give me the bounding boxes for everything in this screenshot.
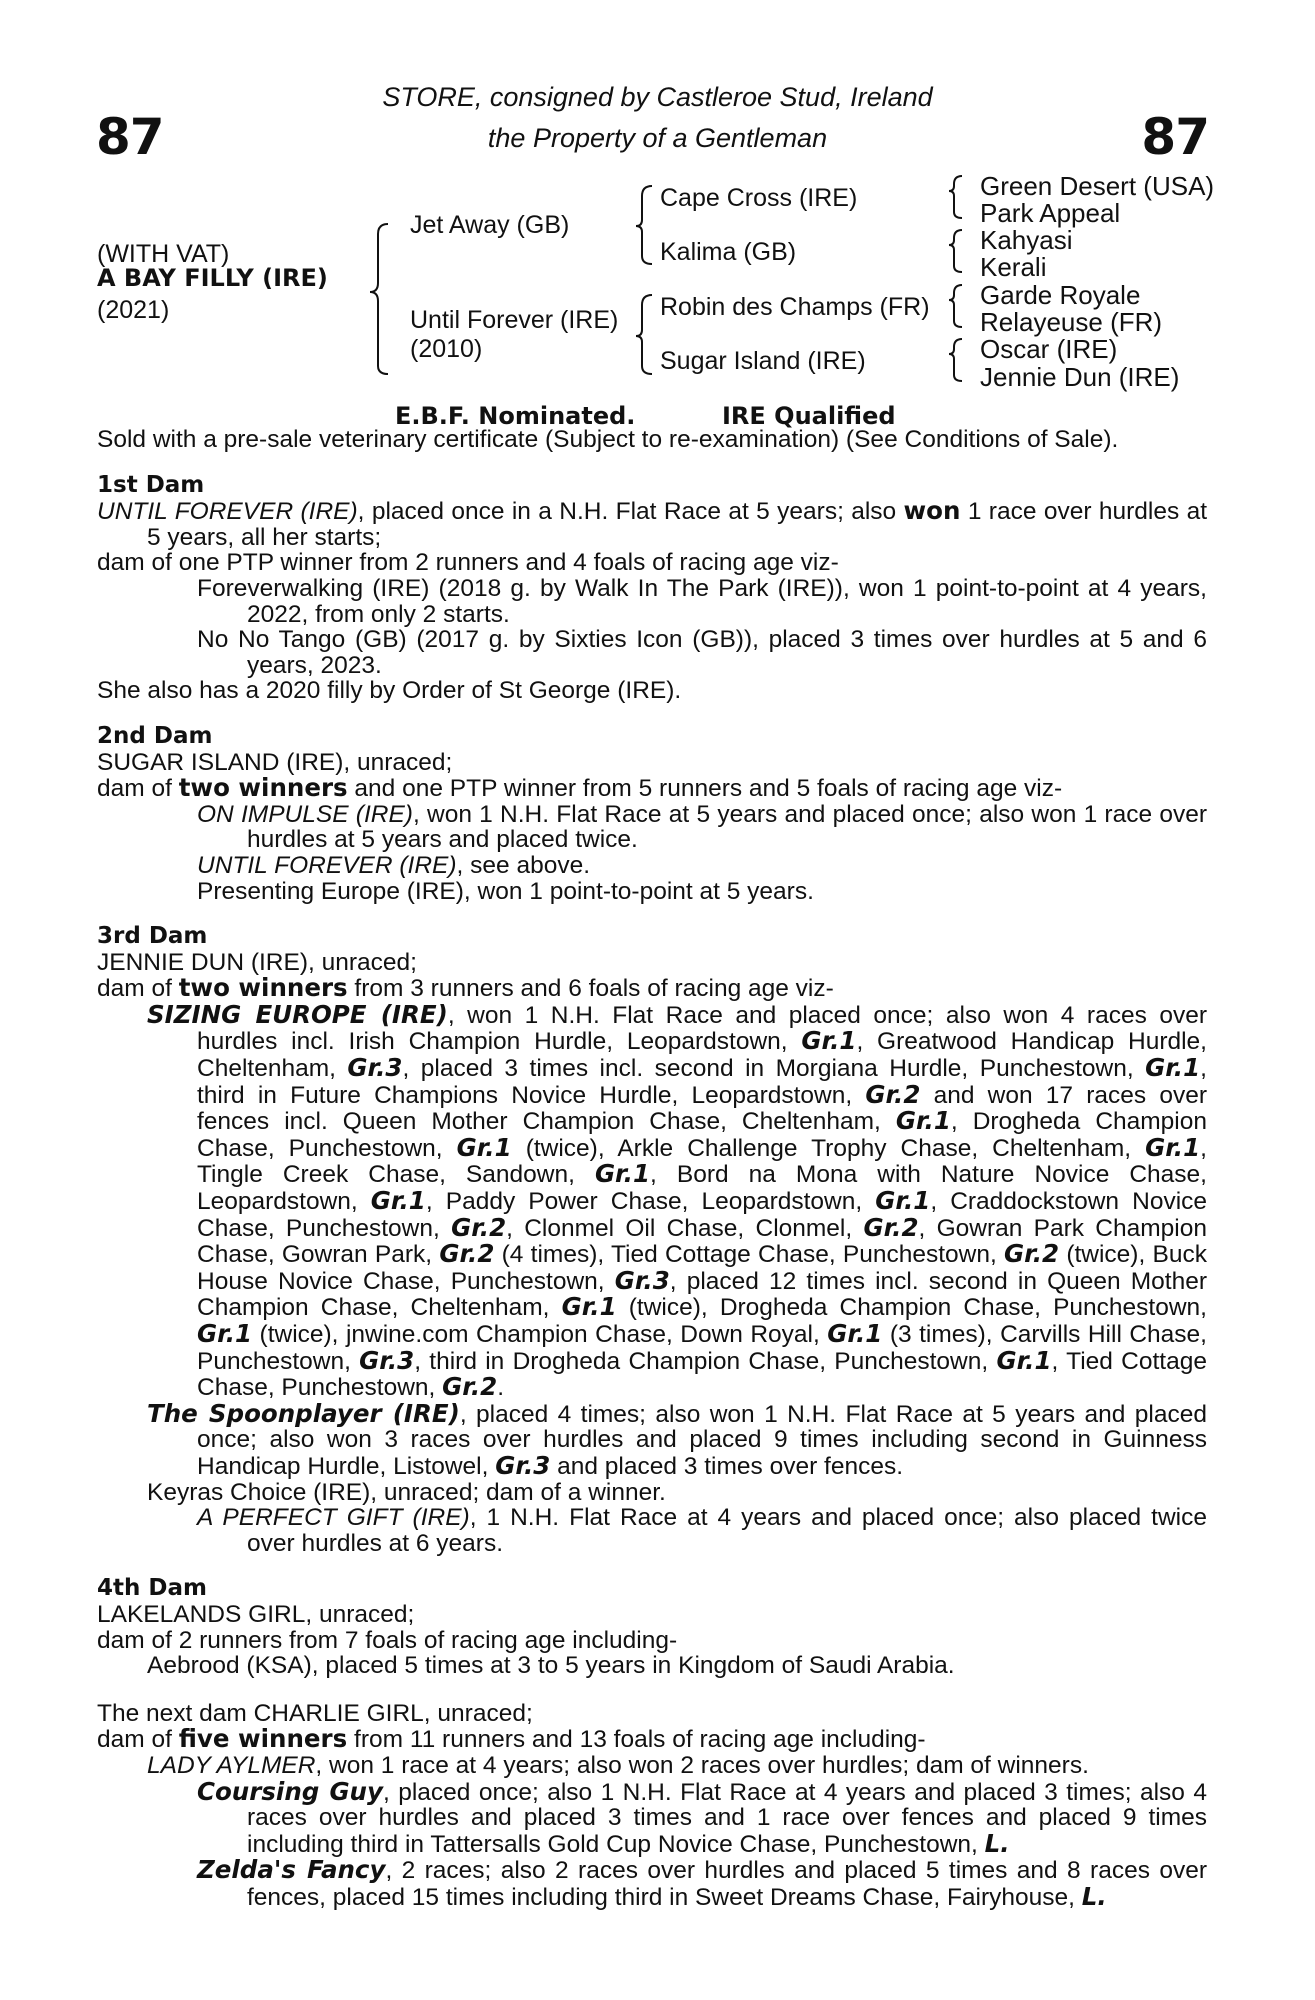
granddam-paternal: Kalima (GB) — [660, 238, 797, 266]
dam1-foal-2: No No Tango (GB) (2017 g. by Sixties Icon (GB)), placed 3 times over hurdles at 5 and 6 years, 2023. — [197, 626, 1207, 679]
dam2-foal-2: UNTIL FOREVER (IRE), see above. — [197, 851, 591, 879]
dam3-produce: dam of two winners from 3 runners and 6 foals of racing age viz- — [97, 973, 834, 1003]
vat-label: (WITH VAT) — [97, 240, 230, 268]
ebf-nominated: E.B.F. Nominated. — [395, 402, 636, 430]
ancestor-3: Kahyasi — [980, 225, 1073, 255]
spoonplayer-record: The Spoonplayer (IRE), placed 4 times; also won 1 N.H. Flat Race at 5 years and placed once; also won 3 races over hurdles and placed 9 times including second in Guinness Handicap Hurdle, Listowel, Gr.3 and placed 3 times over fences. — [147, 1398, 1207, 1480]
ancestor-6: Relayeuse (FR) — [980, 307, 1163, 337]
foaling-year: (2021) — [97, 296, 170, 324]
sizing-europe-record: SIZING EUROPE (IRE), won 1 N.H. Flat Race and placed once; also won 4 races over hurdles incl. Irish Champion Hurdle, Leopardstown, Gr.1, Greatwood Handicap Hurdle, Cheltenham, Gr.3, placed 3 times incl. second in Morgiana Hurdle, Punchestown, Gr.1, third in Future Champions Novice Hurdle, Leopardstown, Gr.2 and won 17 races over fences incl. Queen Mother Champion Chase, Cheltenham, Gr.1, Drogheda Champion Chase, Punchestown, Gr.1 (twice), Arkle Challenge Trophy Chase, Cheltenham, Gr.1, Tingle Creek Chase, Sandown, Gr.1, Bord na Mona with Nature Novice Chase, Leopardstown, Gr.1, Paddy Power Chase, Leopardstown, Gr.1, Craddockstown Novice Chase, Punchestown, Gr.2, Clonmel Oil Chase, Clonmel, Gr.2, Gowran Park Champion Chase, Gowran Park, Gr.2 (4 times), Tied Cottage Chase, Punchestown, Gr.2 (twice), Buck House Novice Chase, Punchestown, Gr.3, placed 12 times incl. second in Queen Mother Champion Chase, Cheltenham, Gr.1 (twice), Drogheda Champion Chase, Punchestown, Gr.1 (twice), jnwine.com Champion Chase, Down Royal, Gr.1 (3 times), Carvills Hill Chase, Punchestown, Gr.3, third in Drogheda Champion Chase, Punchestown, Gr.1, Tied Cottage Chase, Punchestown, Gr.2. — [147, 999, 1208, 1402]
dam-year: (2010) — [410, 335, 483, 363]
dam: Until Forever (IRE) — [410, 306, 619, 334]
ancestor-8: Jennie Dun (IRE) — [980, 362, 1180, 392]
ancestor-2: Park Appeal — [980, 198, 1121, 228]
dam1-also: She also has a 2020 filly by Order of St George (IRE). — [97, 677, 682, 705]
sire: Jet Away (GB) — [410, 211, 570, 239]
dam4-produce: dam of 2 runners from 7 foals of racing age including- — [97, 1626, 678, 1654]
section-4th-dam: 4th Dam — [97, 1575, 207, 1602]
dam2-record: SUGAR ISLAND (IRE), unraced; — [97, 748, 453, 776]
catalogue-body — [97, 427, 1207, 1910]
section-1st-dam: 1st Dam — [97, 471, 205, 498]
dam1-produce: dam of one PTP winner from 2 runners and 4 foals of racing age viz- — [97, 549, 839, 577]
pedigree-brackets — [0, 0, 1315, 420]
next-dam-record: The next dam CHARLIE GIRL, unraced; — [97, 1699, 533, 1727]
section-3rd-dam: 3rd Dam — [97, 923, 208, 950]
ancestor-4: Kerali — [980, 252, 1047, 282]
dam3-record: JENNIE DUN (IRE), unraced; — [97, 948, 417, 976]
dam1-foal-1: Foreverwalking (IRE) (2018 g. by Walk In The Park (IRE)), won 1 point-to-point at 4 years, 2022, from only 2 starts. — [197, 574, 1207, 628]
next-dam-produce: dam of five winners from 11 runners and 13 foals of racing age including- — [97, 1724, 926, 1754]
vet-note: Sold with a pre-sale veterinary certificate (Subject to re-examination) (See Conditions of Sale). — [97, 426, 1119, 453]
grandsire-maternal: Robin des Champs (FR) — [660, 293, 930, 321]
a-perfect-gift-record: A PERFECT GIFT (IRE), 1 N.H. Flat Race at 4 years and placed once; also placed twice over hurdles at 6 years. — [197, 1504, 1207, 1557]
property-line: the Property of a Gentleman — [487, 123, 828, 153]
zeldas-fancy-record: Zelda's Fancy, 2 races; also 2 races over hurdles and placed 5 times and 8 races over fences, placed 15 times including third in Sweet Dreams Chase, Fairyhouse, L. — [197, 1855, 1208, 1911]
dam2-foal-1: ON IMPULSE (IRE), won 1 N.H. Flat Race at 5 years and placed once; also won 1 race over hurdles at 5 years and placed twice. — [197, 800, 1207, 854]
lot-number-left: 87 — [96, 108, 164, 166]
lady-aylmer-record: LADY AYLMER, won 1 race at 4 years; also won 2 races over hurdles; dam of winners. — [147, 1751, 1089, 1779]
keyras-choice-record: Keyras Choice (IRE), unraced; dam of a winner. — [147, 1478, 666, 1506]
aebrood-record: Aebrood (KSA), placed 5 times at 3 to 5 years in Kingdom of Saudi Arabia. — [147, 1652, 955, 1680]
granddam-maternal: Sugar Island (IRE) — [660, 347, 866, 375]
consignor-line: STORE, consigned by Castleroe Stud, Ireland — [382, 82, 933, 112]
dam4-record: LAKELANDS GIRL, unraced; — [97, 1600, 415, 1628]
grandsire-paternal: Cape Cross (IRE) — [660, 184, 858, 212]
section-2nd-dam: 2nd Dam — [97, 722, 213, 749]
ancestor-1: Green Desert (USA) — [980, 171, 1215, 201]
dam1-record: UNTIL FOREVER (IRE), placed once in a N.H. Flat Race at 5 years; also won 1 race over hurdles at 5 years, all her starts; — [97, 496, 1207, 551]
coursing-guy-record: Coursing Guy, placed once; also 1 N.H. Flat Race at 4 years and placed 3 times; also 4 races over hurdles and placed 3 times and 1 race over fences and placed 9 times including third in Tattersalls Gold Cup Novice Chase, Punchestown, L. — [197, 1776, 1207, 1858]
dam2-produce: dam of two winners and one PTP winner from 5 runners and 5 foals of racing age viz- — [97, 773, 1063, 803]
dam2-foal-3: Presenting Europe (IRE), won 1 point-to-point at 5 years. — [197, 877, 814, 905]
lot-number-right: 87 — [1141, 108, 1209, 166]
horse-name: A BAY FILLY (IRE) — [97, 264, 328, 292]
ire-qualified: IRE Qualified — [722, 402, 896, 430]
ancestor-5: Garde Royale — [980, 280, 1141, 310]
ancestor-7: Oscar (IRE) — [980, 334, 1118, 364]
